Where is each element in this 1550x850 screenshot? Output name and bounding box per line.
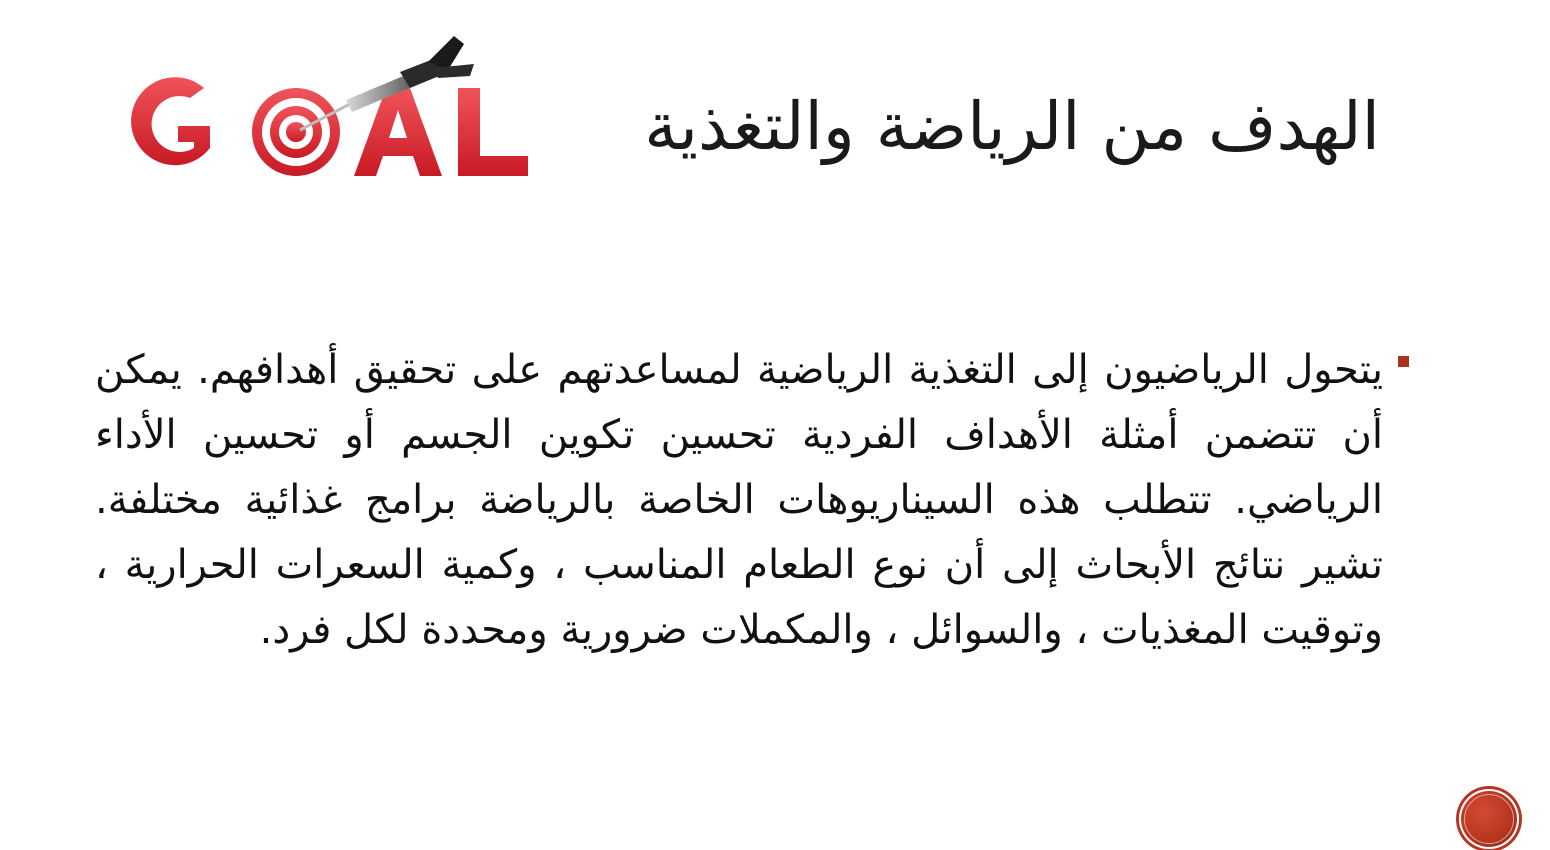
page-number-badge [1459,789,1519,849]
body-text-box [95,338,1413,663]
logo-letter-l [458,88,528,176]
bullet-item [95,338,1413,663]
target-icon [252,88,340,176]
bullet-paragraph: يتحول الرياضيون إلى التغذية الرياضية لمساعدتهم على تحقيق أهدافهم. يمكن أن تتضمن أمثلة الأهداف الفردية تحسين تكوين الجسم أو تحسين الأداء الرياضي. تتطلب هذه السيناريوهات الخاصة بالرياضة برامج غذائية مختلفة. تشير نتائج الأبحاث إلى أن نوع الطعام المناسب ، وكمية السعرات الحرارية ، وتوقيت المغذيات ، والسوائل ، والمكملات ضرورية ومحددة لكل فرد. [95,347,1383,653]
goal-logo [118,30,538,190]
logo-letter-g [131,77,210,165]
bullet-icon [1398,356,1409,367]
slide-title: الهدف من الرياضة والتغذية [644,88,1380,165]
badge-ring-icon [1464,794,1514,844]
